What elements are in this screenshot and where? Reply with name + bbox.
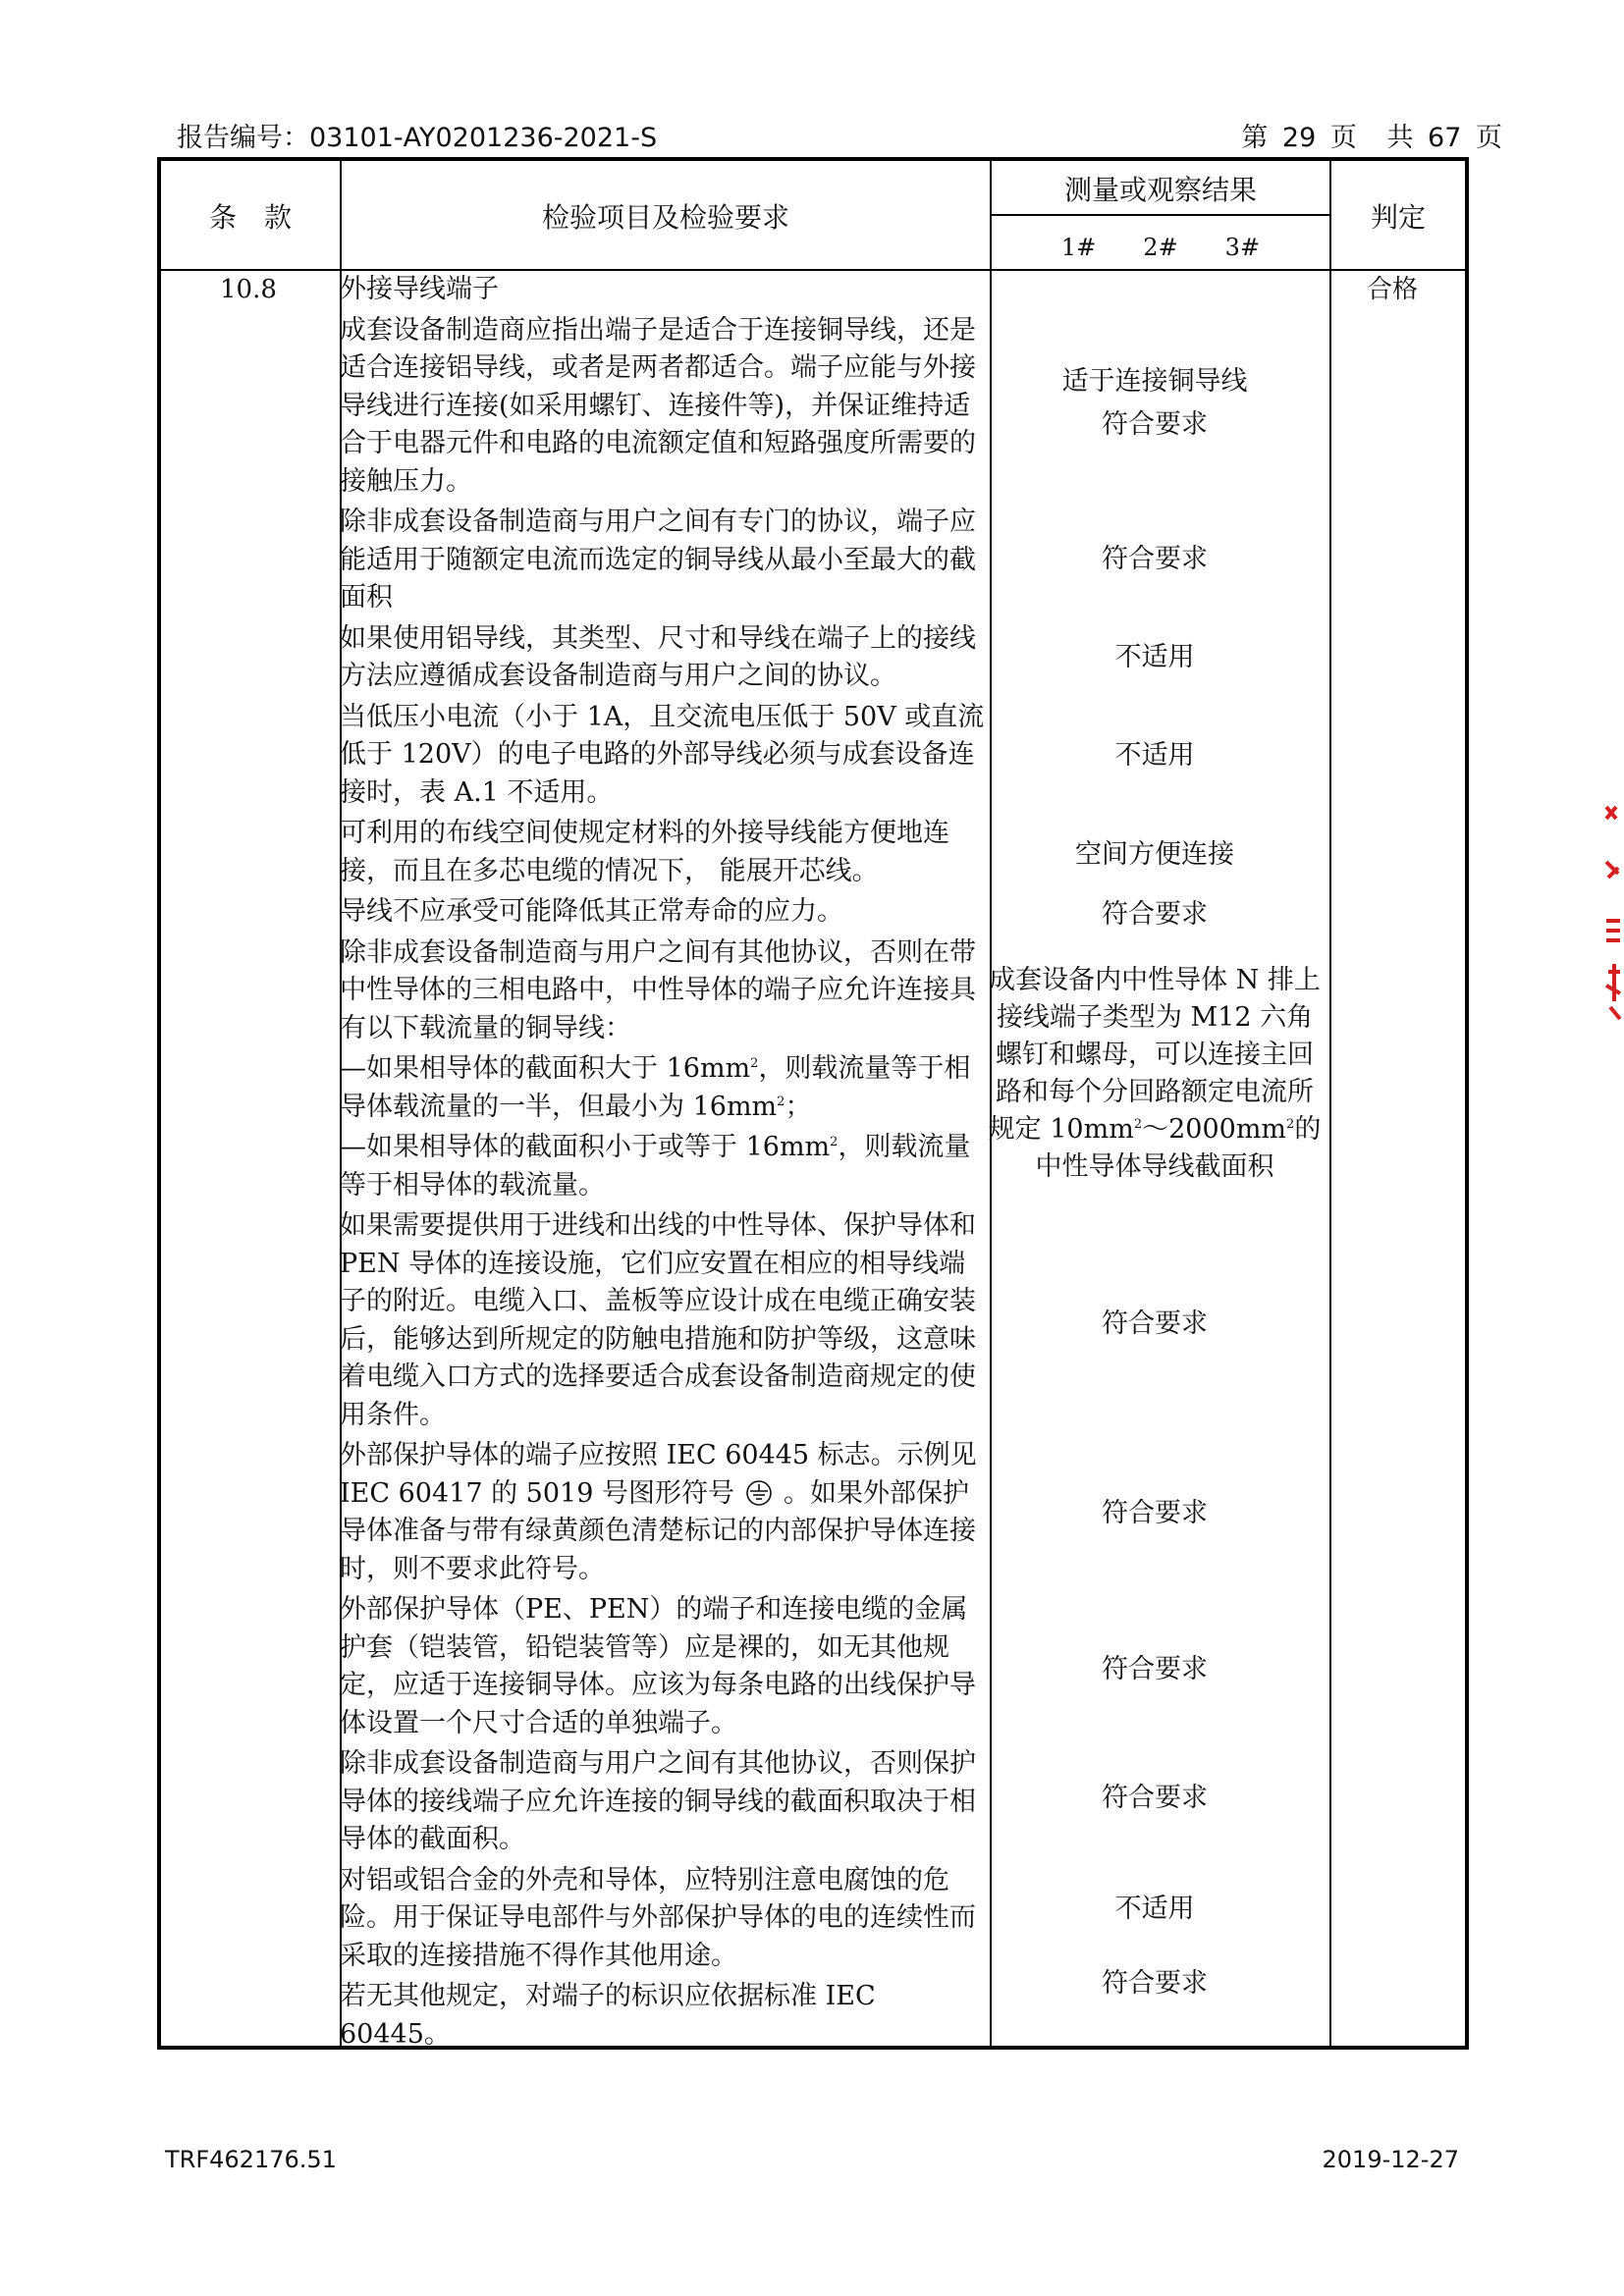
- requirement-item: 如果使用铝导线，其类型、尺寸和导线在端子上的接线方法应遵循成套设备制造商与用户之间的协议。: [340, 622, 976, 691]
- requirement-item: [340, 1437, 988, 1588]
- total-prefix: 共: [1386, 123, 1414, 153]
- header-verdict: 判定: [1370, 201, 1426, 234]
- result-entry: 符合要求: [1102, 899, 1208, 930]
- result-text: 的中性导体导线截面积: [1035, 1114, 1322, 1182]
- requirement-item: 如果需要提供用于进线和出线的中性导体、保护导体和 PEN 导体的连接设施，它们应安置在相应的相导线端子的附近。电缆入口、盖板等应设计成在电缆正确安装后，能够达到所规定的防触电措施和防护等级，这意味着电缆入口方式的选择要适合成套设备制造商规定的使用条件。: [340, 1210, 976, 1430]
- header-sample-labels: 1# 2# 3#: [1060, 234, 1261, 261]
- superscript: 2: [830, 1135, 839, 1149]
- clause-number: 10.8: [220, 275, 277, 304]
- superscript: 2: [750, 1056, 759, 1071]
- requirement-text: ，则载流量等于相导体的载流量。: [340, 1132, 971, 1201]
- superscript: 2: [1133, 1117, 1143, 1132]
- requirement-text: 。如果外部保护导体准备与带有绿黄颜色清楚标记的内部保护导体连接时，则不要求此符号。: [340, 1477, 976, 1584]
- form-number: TRF462176.51: [165, 2146, 337, 2173]
- total-pages: 67: [1428, 123, 1462, 153]
- requirement-text: 外部保护导体的端子应按照 IEC 60445 标志。示例见 IEC 60417 的 5019 号图形符号: [340, 1440, 977, 1509]
- protective-earth-icon: [744, 1480, 774, 1506]
- result-entry: 符合要求: [1102, 544, 1208, 574]
- requirement-item: [340, 1129, 988, 1204]
- result-entry: 符合要求: [1102, 409, 1208, 440]
- result-text: 成套设备内中性导体 N 排上接线端子类型为 M12 六角螺钉和螺母，可以连接主回路和每个分回路额定电流所规定 10mm: [988, 965, 1321, 1145]
- result-entry: 适于连接铜导线: [1061, 366, 1248, 397]
- result-entry: 符合要求: [1102, 1783, 1208, 1813]
- verdict: 合格: [1367, 275, 1419, 304]
- result-entry-neutral: [986, 962, 1324, 1186]
- requirement-text: ；: [785, 1091, 812, 1122]
- header-clause: 条 款: [208, 201, 292, 234]
- page-unit: 页: [1329, 123, 1357, 153]
- requirement-list: [340, 271, 988, 2054]
- header-results: 测量或观察结果: [1063, 174, 1257, 206]
- result-entry: 不适用: [1114, 1894, 1195, 1924]
- page-number: 29: [1281, 123, 1317, 153]
- col-divider-3: [1329, 161, 1331, 2046]
- result-entry: 空间方便连接: [1075, 839, 1234, 870]
- result-entry: 不适用: [1114, 642, 1195, 672]
- total-unit: 页: [1476, 123, 1502, 153]
- requirement-item: 除非成套设备制造商与用户之间有其他协议，否则保护导体的接线端子应允许连接的铜导线的截面积取决于相导体的截面积。: [340, 1748, 976, 1854]
- requirement-item: 若无其他规定，对端子的标识应依据标准 IEC 60445。: [340, 1981, 876, 2050]
- requirement-item: 对铝或铝合金的外壳和导体，应特别注意电腐蚀的危险。用于保证导电部件与外部保护导体的电的连续性而采取的连接措施不得作其他用途。: [340, 1864, 976, 1971]
- result-entry: 符合要求: [1102, 1654, 1208, 1684]
- requirement-text: ，则载流量等于相导体载流量的一半，但最小为 16mm: [340, 1053, 971, 1122]
- requirement-item: 外部保护导体（PE、PEN）的端子和连接电缆的金属护套（铠装管，铅铠装管等）应是裸的，如无其他规定，应适于连接铜导体。应该为每条电路的出线保护导体设置一个尺寸合适的单独端子。: [340, 1594, 976, 1738]
- result-entry: 符合要求: [1102, 1498, 1208, 1528]
- result-entry: 不适用: [1114, 740, 1195, 771]
- requirement-item: [340, 1050, 988, 1126]
- result-entry: 符合要求: [1102, 1308, 1208, 1339]
- requirement-item: 当低压小电流（小于 1A，且交流电压低于 50V 或直流低于 120V）的电子电路的外部导线必须与成套设备连接时，表 A.1 不适用。: [340, 701, 985, 808]
- seal-stamp-fragment: [1602, 805, 1624, 1021]
- requirement-item: 除非成套设备制造商与用户之间有专门的协议，端子应能适用于随额定电流而选定的铜导线从最小至最大的截面积: [340, 507, 976, 613]
- result-entry: 符合要求: [1102, 1968, 1208, 1999]
- requirement-item: 除非成套设备制造商与用户之间有其他协议，否则在带中性导体的三相电路中，中性导体的端子应允许连接具有以下载流量的铜导线：: [340, 936, 976, 1043]
- superscript: 2: [777, 1094, 785, 1109]
- requirement-item: 导线不应承受可能降低其正常寿命的应力。: [340, 896, 843, 927]
- requirement-text: —如果相导体的截面积小于或等于 16mm: [340, 1132, 831, 1162]
- requirement-item: 成套设备制造商应指出端子是适合于连接铜导线，还是适合连接铝导线，或者是两者都适合。端子应能与外接导线进行连接(如采用螺钉、连接件等)，并保证维持适合于电器元件和电路的电流额定值和短路强度所需要的接触压力。: [340, 314, 976, 497]
- form-date: 2019-12-27: [1322, 2146, 1459, 2173]
- superscript: 2: [1286, 1117, 1295, 1132]
- requirement-title: 外接导线端子: [340, 274, 499, 304]
- result-text: ～2000mm: [1142, 1114, 1287, 1145]
- requirement-text: —如果相导体的截面积大于 16mm: [340, 1053, 751, 1084]
- report-number: 报告编号：03101-AY0201236-2021-S: [177, 123, 658, 153]
- page-indicator: [1235, 116, 1502, 154]
- header-items: 检验项目及检验要求: [541, 201, 789, 234]
- page-prefix: 第: [1241, 123, 1269, 153]
- requirement-item: 可利用的布线空间使规定材料的外接导线能方便地连接，而且在多芯电缆的情况下， 能展开芯线。: [340, 818, 949, 886]
- results-subheader-line: [990, 214, 1329, 216]
